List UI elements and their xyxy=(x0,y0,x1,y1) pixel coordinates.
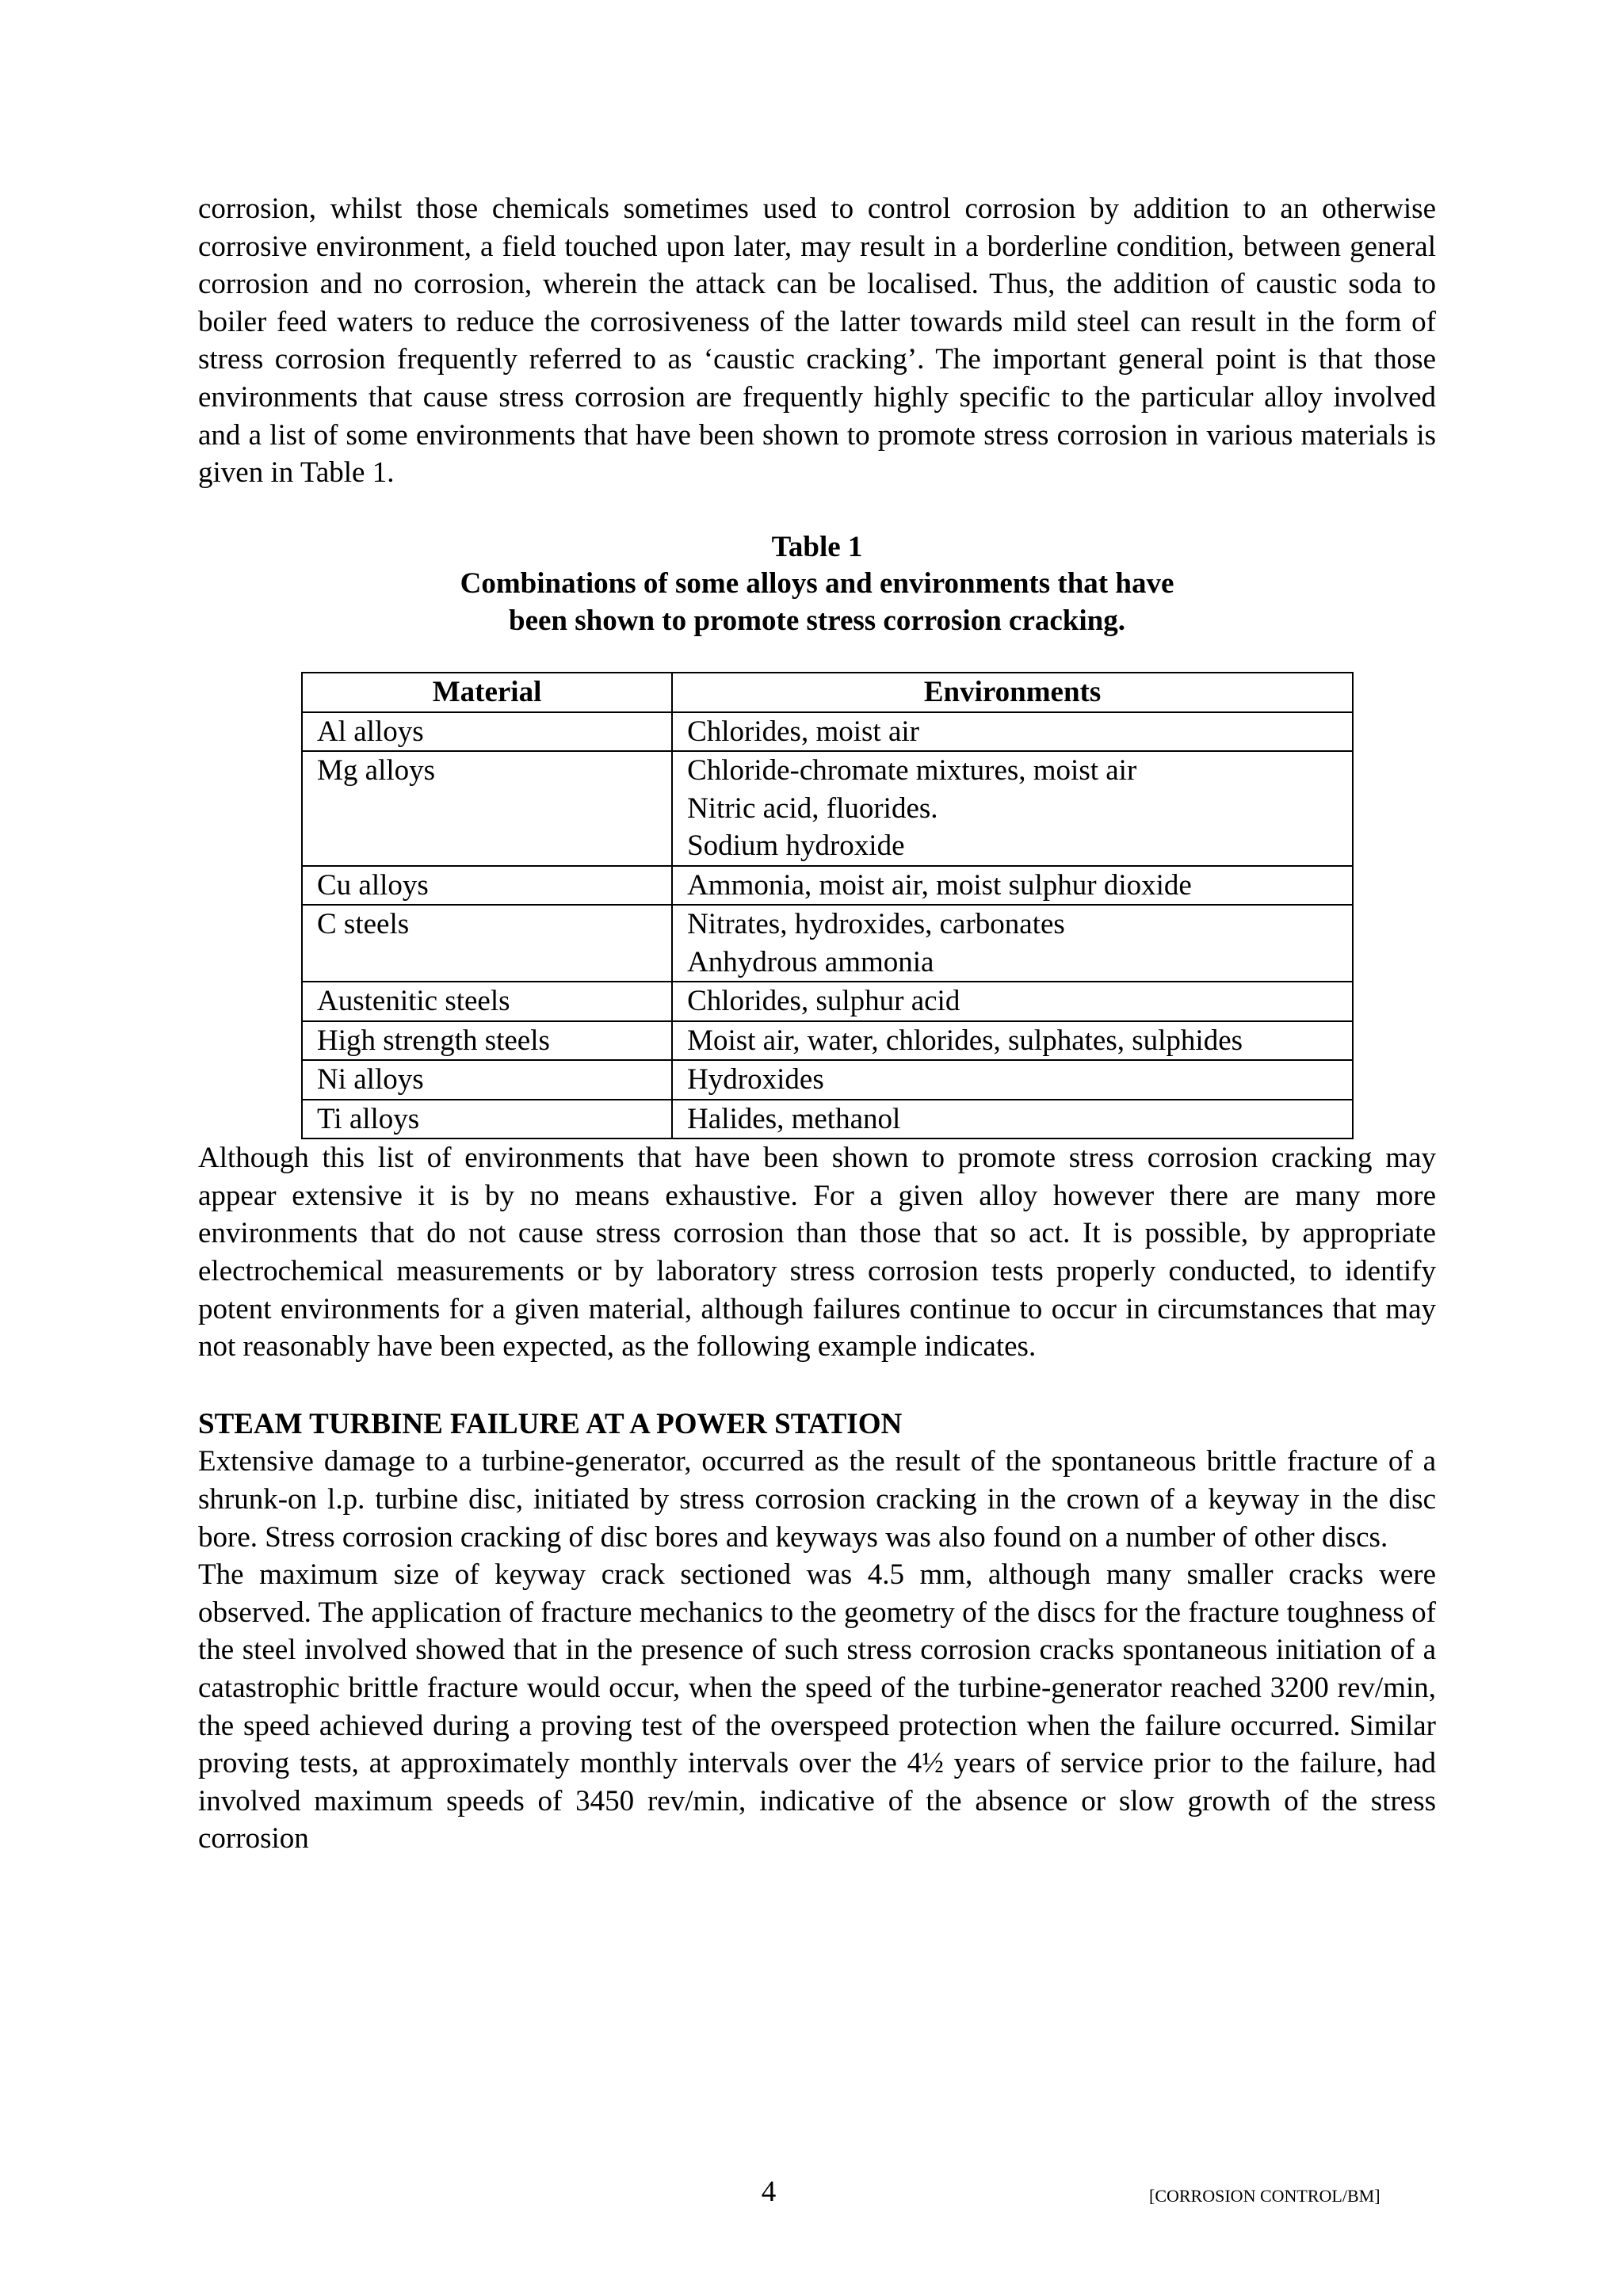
alloy-environment-table xyxy=(301,672,1354,1139)
environment-line: Ammonia, moist air, moist sulphur dioxide xyxy=(687,868,1192,902)
environment-line: Anhydrous ammonia xyxy=(687,945,934,978)
environment-line: Nitrates, hydroxides, carbonates xyxy=(687,908,1065,941)
material-cell: C steels xyxy=(302,905,672,982)
table-row xyxy=(302,982,1353,1021)
environment-line: Halides, methanol xyxy=(687,1102,901,1135)
environment-line: Moist air, water, chlorides, sulphates, sulphides xyxy=(687,1024,1243,1057)
after-table-paragraph: Although this list of environments that have been shown to promote stress corrosion cracking may appear extensive it is by no means exhaustive. For a given alloy however there are many more environments that do not cause stress corrosion than those that so act. It is possible, by appropriate electrochemical measurements or by laboratory stress corrosion tests properly conducted, to identify potent environments for a given material, although failures continue to occur in circumstances that may not reasonably have been expected, as the following example indicates. xyxy=(198,1142,1436,1363)
material-cell: Cu alloys xyxy=(302,866,672,906)
intro-paragraph: corrosion, whilst those chemicals sometimes used to control corrosion by addition to an otherwise corrosive environment, a field touched upon later, may result in a borderline condition, between general corrosion and no corrosion, wherein the attack can be localised. Thus, the addition of caustic soda to boiler feed waters to reduce the corrosiveness of the latter towards mild steel can result in the form of stress corrosion frequently referred to as ‘caustic cracking’. The important general point is that those environments that cause stress corrosion are frequently highly specific to the particular alloy involved and a list of some environments that have been shown to promote stress corrosion in various materials is given in Table 1. xyxy=(198,193,1436,490)
environments-cell xyxy=(672,1060,1353,1100)
material-cell: Austenitic steels xyxy=(302,982,672,1021)
section-heading: STEAM TURBINE FAILURE AT A POWER STATION xyxy=(198,1407,903,1440)
material-cell: Mg alloys xyxy=(302,751,672,866)
environments-cell xyxy=(672,905,1353,982)
environment-line: Chlorides, sulphur acid xyxy=(687,985,960,1018)
environment-line: Nitric acid, fluorides. xyxy=(687,791,938,825)
environments-cell xyxy=(672,1100,1353,1139)
header-material: Material xyxy=(302,673,672,712)
table-caption xyxy=(198,529,1436,640)
environment-line: Sodium hydroxide xyxy=(687,830,905,863)
material-cell: Ti alloys xyxy=(302,1100,672,1139)
footer-reference: [CORROSION CONTROL/BM] xyxy=(1149,2186,1381,2206)
table-row xyxy=(302,712,1353,752)
environments-cell xyxy=(672,751,1353,866)
document-page xyxy=(198,190,1436,1858)
environments-cell xyxy=(672,712,1353,752)
table-row xyxy=(302,866,1353,906)
table-row xyxy=(302,1021,1353,1061)
table-row xyxy=(302,905,1353,982)
material-cell: High strength steels xyxy=(302,1021,672,1061)
table-label: Table 1 xyxy=(771,530,863,563)
environments-cell xyxy=(672,1021,1353,1061)
table-row xyxy=(302,1060,1353,1100)
environment-line: Chloride-chromate mixtures, moist air xyxy=(687,754,1137,788)
environment-line: Hydroxides xyxy=(687,1063,824,1097)
section-paragraph-1: Extensive damage to a turbine-generator, occurred as the result of the spontaneous brittle fracture of a shrunk-on l.p. turbine disc, initiated by stress corrosion cracking in the crown of a keyway in the disc bore. Stress corrosion cracking of disc bores and keyways was also found on a number of other discs. xyxy=(198,1445,1436,1554)
environment-line: Chlorides, moist air xyxy=(687,715,919,748)
table-header-row xyxy=(302,673,1353,712)
environments-cell xyxy=(672,866,1353,906)
material-cell: Ni alloys xyxy=(302,1060,672,1100)
table-row xyxy=(302,1100,1353,1139)
material-cell: Al alloys xyxy=(302,712,672,752)
section-paragraph-2: The maximum size of keyway crack sectioned was 4.5 mm, although many smaller cracks were observed. The application of fracture mechanics to the geometry of the discs for the fracture toughness of the steel involved showed that in the presence of such stress corrosion cracks spontaneous initiation of a catastrophic brittle fracture would occur, when the speed of the turbine-generator reached 3200 rev/min, the speed achieved during a proving test of the overspeed protection when the failure occurred. Similar proving tests, at approximately monthly intervals over the 4½ years of service prior to the failure, had involved maximum speeds of 3450 rev/min, indicative of the absence or slow growth of the stress corrosion xyxy=(198,1558,1436,1855)
table-caption-line-2: been shown to promote stress corrosion cracking. xyxy=(509,604,1125,637)
header-environments: Environments xyxy=(672,673,1353,712)
page-number: 4 xyxy=(761,2176,777,2208)
table-row xyxy=(302,751,1353,866)
table-caption-line-1: Combinations of some alloys and environments that have xyxy=(460,567,1174,601)
environments-cell xyxy=(672,982,1353,1021)
